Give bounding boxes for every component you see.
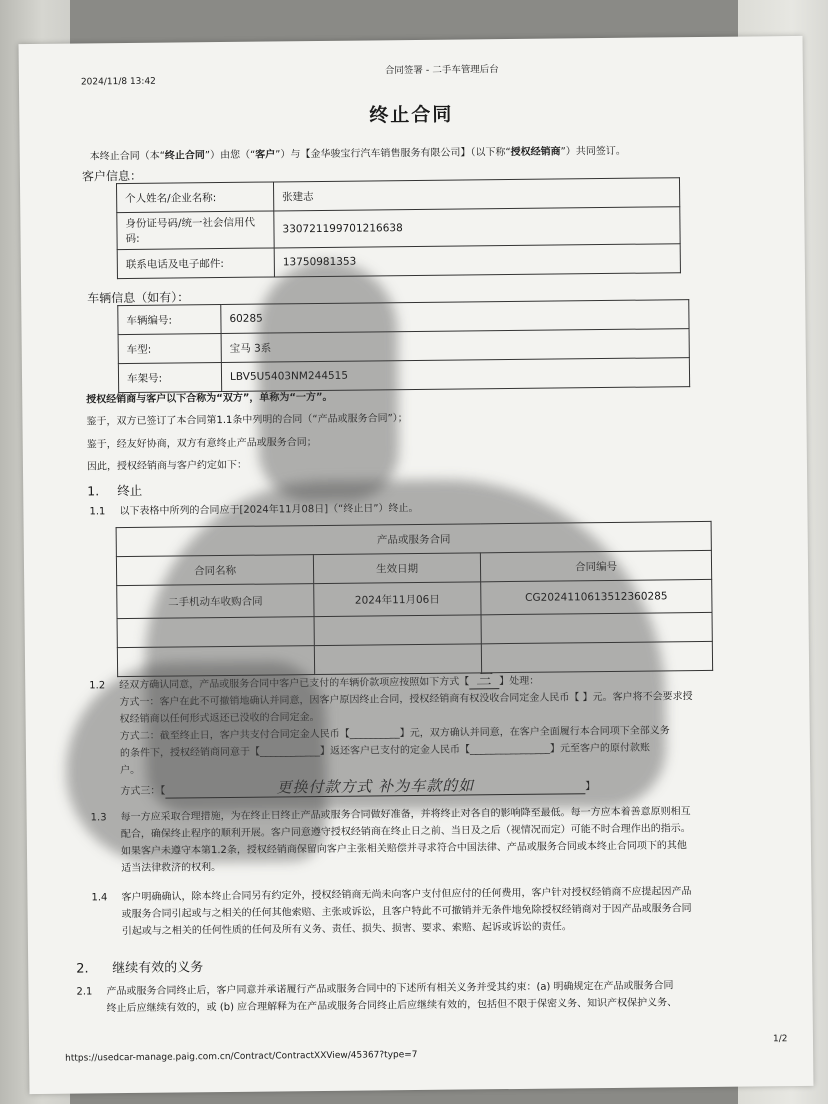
customer-contact-label: 联系电话及电子邮件: [117, 248, 274, 279]
contracts-table [116, 521, 714, 677]
empty-cell [481, 612, 712, 643]
print-header-title: 合同签署 - 二手车管理后台 [384, 64, 499, 77]
clause-1-1: 1.1 以下表格中所列的合同应于[2024年11月08日]（“终止日”）终止。 [89, 502, 419, 518]
col-header-date: 生效日期 [313, 553, 480, 584]
clause-2-1: 2.1 产品或服务合同终止后，客户同意并承诺履行产品或服务合同中的下述所有相关义务并受其约束：(a) 明确规定在产品或服务合同 终止后应继续有效的，或 (b) 应合理解释为在产品或服务合同终止后应继续有效的，包括但不限于保密义务、知识产权保护义务、 [76, 980, 678, 1015]
clause-1-2: 1.2 经双方确认同意，产品或服务合同中客户已支付的车辆价款项应按照如下方式【 三 】处理： 方式一：客户在此不可撤销地确认并同意，因客户原因终止合同，授权经销商有权没收合同定金人民币【 】元。客户将不会要求授 权经销商以任何形式返还已没收的合同定金。 方式二：截至终止日，客户共支付合同定金人民币【__________】元，双方确认并同意，在客户全面履行本合同项下全部义务 的条件下，授权经销商同意于【____________】返还客户已支付的定金人民币【________________】元至客户的原付款账 户。 方式三：【 更换付款方式 补为车款的如 】 [89, 670, 693, 798]
document-page [19, 36, 814, 1094]
print-date: 2024/11/8 13:42 [80, 76, 156, 88]
section-1-heading: 1. 终止 [87, 482, 143, 499]
customer-contact-value: 13750981353 [274, 244, 680, 277]
vehicle-info-table [117, 299, 690, 393]
col-header-number: 合同编号 [480, 550, 711, 581]
recital-signed: 鉴于，双方已签订了本合同第1.1条中列明的合同（“产品或服务合同”）； [86, 413, 408, 428]
vehicle-id-label: 车辆编号: [118, 305, 221, 335]
clause-1-3: 1.3 每一方应采取合理措施，为在终止日终止产品或服务合同做好准备，并将终止对各自的影响降至最低。每一方应本着善意原则相互 配合，确保终止程序的顺利开展。客户同意遵守授权经销商在终止日之前、当日及之后（视情况而定）可能不时合理作出的指示。 如果客户未遵守本第1.2条，授权经销商保留向客户主张相关赔偿并寻求符合中国法律、产品或服务合同或本终止合同项下的其他 适当法律救济的权利。 [90, 806, 691, 875]
recital-intent: 鉴于，经友好协商，双方有意终止产品或服务合同； [86, 437, 317, 451]
vehicle-model-label: 车型: [118, 334, 221, 364]
empty-cell [314, 644, 481, 675]
section-2-heading: 2. 继续有效的义务 [76, 960, 204, 977]
table-row [118, 358, 689, 393]
vehicle-model-value: 宝马 3系 [221, 329, 689, 363]
customer-name-value: 张建志 [273, 178, 679, 211]
table-row [117, 244, 680, 279]
col-header-name: 合同名称 [116, 555, 313, 586]
vehicle-vin-label: 车架号: [118, 363, 221, 393]
customer-section-label: 客户信息： [81, 168, 142, 184]
empty-cell [117, 617, 314, 648]
handwritten-choice: 三 [469, 671, 499, 689]
vehicle-section-label: 车辆信息（如有）： [87, 290, 190, 306]
empty-cell [314, 615, 481, 646]
intro-paragraph: 本终止合同（本“终止合同”）由您（“客户”）与【金华骏宝行汽车销售服务有限公司】（以下称“授权经销商”）共同签订。 [89, 145, 626, 163]
footer-url: https://usedcar-manage.paig.com.cn/Contract/ContractXXView/45367?type=7 [65, 1050, 418, 1064]
vehicle-id-value: 60285 [221, 300, 689, 334]
customer-id-label: 身份证号码/统一社会信用代码: [117, 211, 274, 250]
document-title: 终止合同 [369, 103, 454, 127]
customer-info-table [116, 177, 681, 279]
contract-date-cell: 2024年11月06日 [314, 582, 481, 617]
page-number: 1/2 [772, 1034, 788, 1045]
empty-cell [481, 641, 712, 672]
customer-id-value: 330721199701216638 [274, 207, 680, 248]
clause-1-4: 1.4 客户明确确认，除本终止合同另有约定外，授权经销商无尚未向客户支付但应付的任何费用，客户针对授权经销商不应提起因产品 或服务合同引起或与之相关的任何其他索赔、主张或诉讼，且客户特此不可撤销并无条件地免除授权经销商对于因产品或服务合同 引起或与之相关的任何性质的任何及所有义务、责任、损失、损害、要求、索赔、起诉或诉讼的责任。 [91, 886, 692, 938]
recital-agree: 因此，授权经销商与客户约定如下： [86, 459, 248, 473]
contract-name-cell: 二手机动车收购合同 [117, 584, 314, 619]
vehicle-vin-value: LBV5U5403NM244515 [221, 358, 689, 392]
customer-name-label: 个人姓名/企业名称: [116, 182, 273, 213]
contract-number-cell: CG2024110613512360285 [481, 579, 712, 614]
table-row [117, 207, 680, 250]
handwritten-method-3: 更换付款方式 补为车款的如 [165, 776, 585, 798]
contracts-table-header: 产品或服务合同 [116, 521, 711, 556]
empty-cell [117, 646, 314, 677]
recital-parties: 授权经销商与客户以下合称为“双方”，单称为“一方”。 [86, 391, 333, 406]
